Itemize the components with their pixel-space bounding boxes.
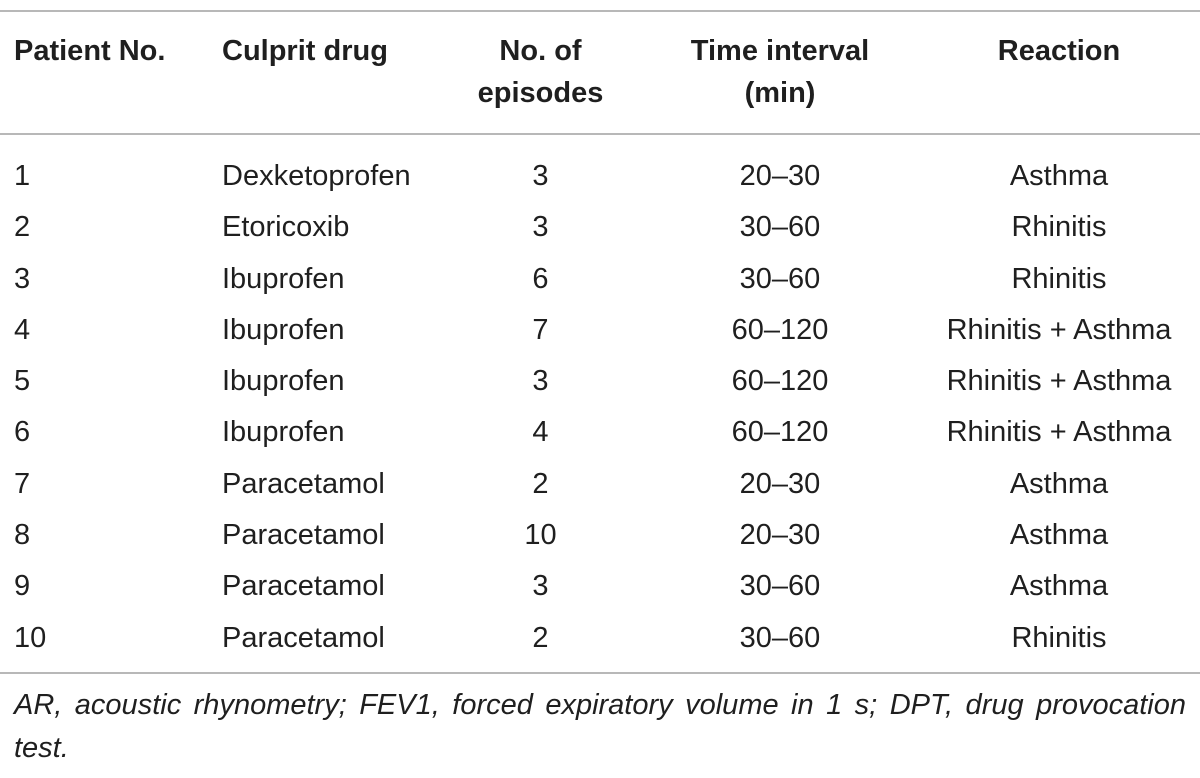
cell-patient: 8 <box>14 519 31 552</box>
cell-drug: Paracetamol <box>222 570 385 603</box>
cell-drug: Paracetamol <box>222 467 385 500</box>
cell-time: 30–60 <box>739 621 821 654</box>
cell-time: 20–30 <box>739 160 821 192</box>
table-row <box>0 305 1200 356</box>
cell-drug: Dexketoprofen <box>222 160 411 192</box>
cell-patient: 7 <box>14 467 31 500</box>
cell-drug: Paracetamol <box>222 519 385 552</box>
cell-reaction: Rhinitis + Asthma <box>946 365 1172 398</box>
table-body <box>0 151 1200 664</box>
cell-episodes: 3 <box>532 365 549 398</box>
cell-time: 20–30 <box>739 519 821 552</box>
cell-reaction: Rhinitis + Asthma <box>946 313 1172 346</box>
cell-patient: 1 <box>14 160 31 192</box>
table-top-rule <box>0 10 1200 12</box>
table-row <box>0 613 1200 664</box>
table-header-rule <box>0 133 1200 135</box>
cell-drug: Paracetamol <box>222 621 385 654</box>
cell-patient: 4 <box>14 313 31 346</box>
cell-time: 30–60 <box>739 570 821 603</box>
cell-time: 60–120 <box>731 313 829 346</box>
header-episodes <box>468 30 613 114</box>
cell-reaction: Rhinitis <box>1011 621 1107 654</box>
table-footnote: AR, acoustic rhynometry; FEV1, forced expiratory volume in 1 s; DPT, drug provocation test. <box>14 689 1186 764</box>
cell-reaction: Asthma <box>1009 160 1109 192</box>
header-time-line1: Time interval <box>690 35 870 67</box>
cell-reaction: Rhinitis <box>1011 211 1107 244</box>
header-episodes-line1: No. of <box>499 35 582 67</box>
table-row <box>0 407 1200 458</box>
cell-reaction: Rhinitis + Asthma <box>946 416 1172 449</box>
cell-patient: 3 <box>14 262 31 295</box>
header-culprit-drug: Culprit drug <box>222 35 388 67</box>
cell-reaction: Asthma <box>1009 519 1109 552</box>
cell-patient: 5 <box>14 365 31 398</box>
header-time-interval <box>675 30 885 114</box>
header-time-line2: (min) <box>744 77 816 109</box>
cell-episodes: 7 <box>532 313 549 346</box>
header-reaction: Reaction <box>997 35 1121 67</box>
table-row <box>0 510 1200 561</box>
cell-episodes: 2 <box>532 621 549 654</box>
cell-time: 60–120 <box>731 416 829 449</box>
cell-reaction: Asthma <box>1009 467 1109 500</box>
header-patient-no: Patient No. <box>14 35 166 67</box>
table-row <box>0 151 1200 202</box>
cell-patient: 2 <box>14 211 31 244</box>
header-episodes-line2: episodes <box>477 77 604 109</box>
cell-time: 30–60 <box>739 211 821 244</box>
cell-drug: Ibuprofen <box>222 313 345 346</box>
cell-episodes: 2 <box>532 467 549 500</box>
cell-episodes: 10 <box>524 519 557 552</box>
cell-drug: Etoricoxib <box>222 211 350 244</box>
cell-drug: Ibuprofen <box>222 416 345 449</box>
cell-time: 60–120 <box>731 365 829 398</box>
cell-episodes: 3 <box>532 211 549 244</box>
cell-reaction: Rhinitis <box>1011 262 1107 295</box>
table-row <box>0 356 1200 407</box>
cell-drug: Ibuprofen <box>222 262 345 295</box>
cell-episodes: 3 <box>532 160 549 192</box>
table-row <box>0 254 1200 305</box>
cell-patient: 10 <box>14 621 47 654</box>
table-row <box>0 202 1200 253</box>
cell-patient: 6 <box>14 416 31 449</box>
cell-time: 30–60 <box>739 262 821 295</box>
cell-episodes: 6 <box>532 262 549 295</box>
table-row <box>0 561 1200 612</box>
table-row <box>0 459 1200 510</box>
cell-time: 20–30 <box>739 467 821 500</box>
cell-episodes: 4 <box>532 416 549 449</box>
cell-drug: Ibuprofen <box>222 365 345 398</box>
cell-reaction: Asthma <box>1009 570 1109 603</box>
cell-patient: 9 <box>14 570 31 603</box>
table-bottom-rule <box>0 672 1200 674</box>
cell-episodes: 3 <box>532 570 549 603</box>
